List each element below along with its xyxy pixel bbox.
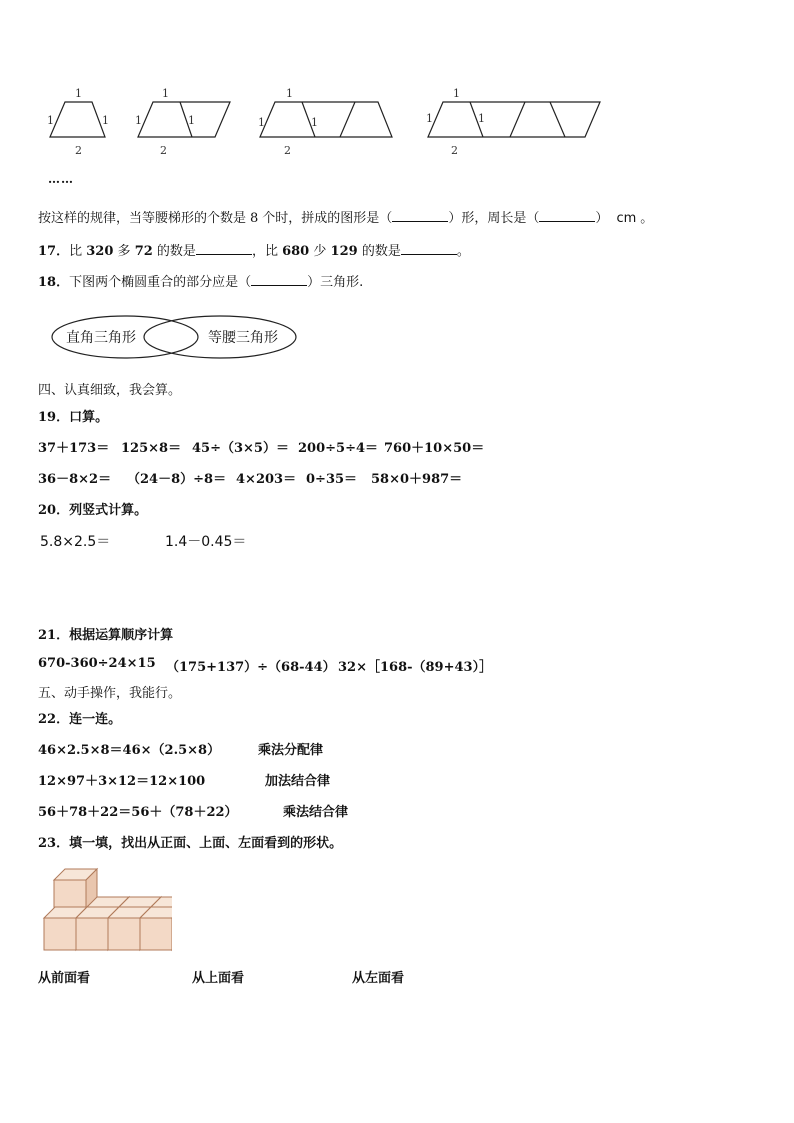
label-bottom: 2	[284, 144, 291, 157]
q22-left-item[interactable]: 56＋78＋22＝56＋（78＋22）	[38, 805, 238, 820]
ellipsis: ……	[48, 172, 74, 186]
label-mid: 1	[188, 114, 195, 127]
cube-front-face	[76, 918, 108, 950]
label-bottom: 2	[160, 144, 167, 157]
answer-blank[interactable]	[392, 209, 448, 222]
q19-item: 0÷35＝	[306, 472, 358, 487]
label-top: 1	[75, 87, 82, 100]
view-label-front: 从前面看	[38, 971, 91, 986]
section-4-heading: 四、认真细致，我会算。	[38, 383, 182, 398]
label-left: 1	[135, 114, 142, 127]
view-label-left: 从左面看	[352, 971, 405, 986]
q23-title: 23．填一填，找出从正面、上面、左面看到的形状。	[38, 836, 343, 851]
label-bottom: 2	[451, 144, 458, 157]
q19-item: （24－8）÷8＝	[127, 472, 227, 487]
answer-blank[interactable]	[401, 242, 457, 255]
q16-text: 按这样的规律，当等腰梯形的个数是 8 个时，拼成的图形是（ ）形，周长是（ ） cm 。	[38, 211, 654, 226]
label-bottom: 2	[75, 144, 82, 157]
answer-blank[interactable]	[196, 242, 252, 255]
q19-item: 200÷5÷4＝	[298, 441, 379, 456]
label-mid: 1	[311, 116, 318, 129]
label-mid: 1	[478, 112, 485, 125]
label-top: 1	[286, 87, 293, 100]
q22-left-item[interactable]: 12×97＋3×12＝12×100	[38, 774, 206, 789]
q22-title: 22．连一连。	[38, 712, 122, 727]
cube-stack-figure	[42, 860, 172, 954]
q20-item: 5.8×2.5＝	[40, 534, 111, 550]
q20-title: 20．列竖式计算。	[38, 503, 148, 518]
trapezoid-2	[138, 102, 230, 137]
q19-item: 45÷（3×5）＝	[192, 441, 289, 456]
trapezoid-1	[50, 102, 105, 137]
label-left: 1	[47, 114, 54, 127]
cube-front-face	[44, 918, 76, 950]
section-5-heading: 五、动手操作，我能行。	[38, 686, 182, 701]
q19-item: 760＋10×50＝	[384, 441, 485, 456]
label-right: 1	[102, 114, 109, 127]
label-top: 1	[453, 87, 460, 100]
q21-item: 670-360÷24×15	[38, 656, 156, 671]
q20-item: 1.4－0.45＝	[165, 534, 247, 550]
trapezoid-pattern-figure	[30, 82, 620, 162]
q19-title: 19．口算。	[38, 410, 109, 425]
question-17: 17．比 320 多 72 的数是 ，比 680 少 129 的数是 。	[38, 244, 470, 259]
q21-title: 21．根据运算顺序计算	[38, 628, 174, 643]
q22-right-item[interactable]: 加法结合律	[265, 774, 331, 789]
q19-item: 58×0＋987＝	[371, 472, 463, 487]
cube-front-face	[140, 918, 172, 950]
q21-item: 32×［168-（89+43）］	[338, 660, 493, 675]
q19-item: 4×203＝	[236, 472, 297, 487]
overlapping-ellipses-figure	[48, 312, 303, 362]
label-left: 1	[258, 116, 265, 129]
q21-item: （175+137）÷（68-44）	[166, 660, 336, 675]
answer-blank[interactable]	[251, 273, 307, 286]
q22-left-item[interactable]: 46×2.5×8＝46×（2.5×8）	[38, 743, 221, 758]
trapezoid-4	[428, 102, 600, 137]
question-18: 18．下图两个椭圆重合的部分应是（ ）三角形.	[38, 275, 364, 290]
q19-item: 36－8×2＝	[38, 472, 112, 487]
label-top: 1	[162, 87, 169, 100]
answer-blank[interactable]	[539, 209, 595, 222]
q22-right-item[interactable]: 乘法分配律	[258, 743, 324, 758]
q19-item: 37＋173＝	[38, 441, 110, 456]
left-ellipse-label: 直角三角形	[66, 330, 136, 346]
view-label-top: 从上面看	[192, 971, 245, 986]
q19-item: 125×8＝	[121, 441, 182, 456]
label-left: 1	[426, 112, 433, 125]
q22-right-item[interactable]: 乘法结合律	[283, 805, 349, 820]
right-ellipse-label: 等腰三角形	[208, 330, 278, 346]
trapezoid-3	[260, 102, 392, 137]
cube-front-face	[108, 918, 140, 950]
